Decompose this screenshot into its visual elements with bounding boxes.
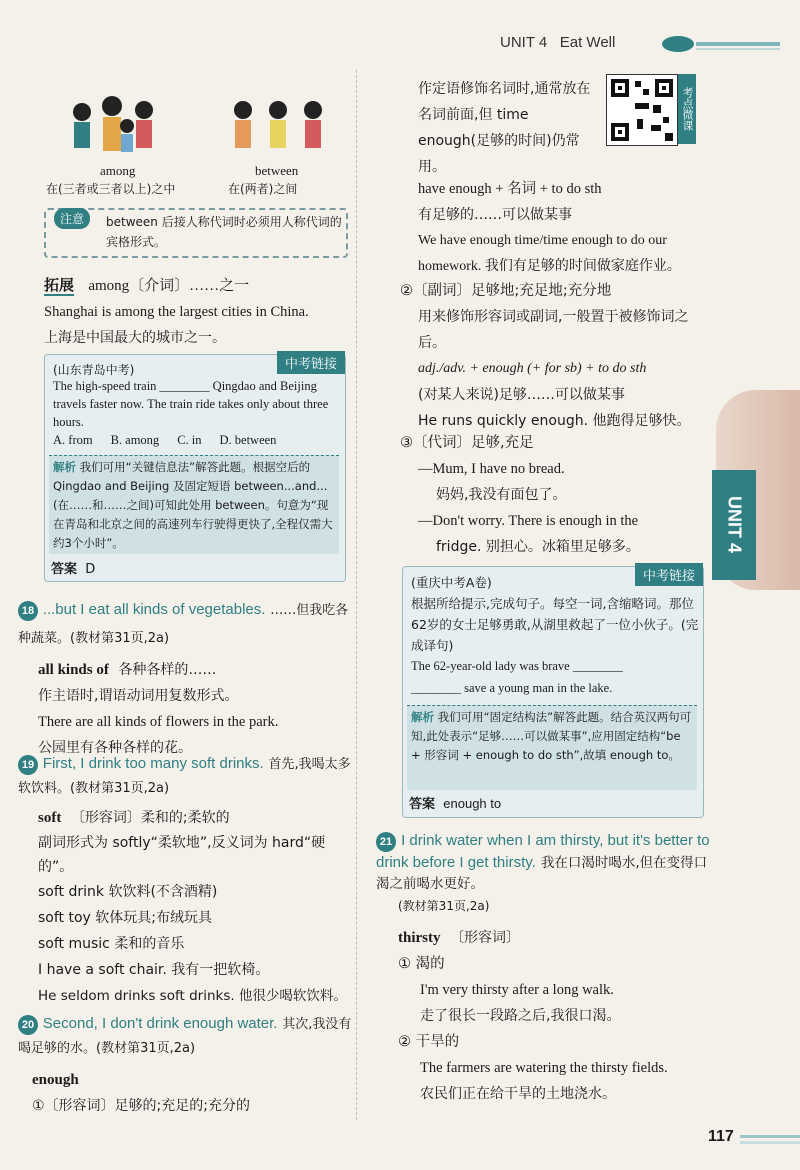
footer-stripes (740, 1132, 800, 1146)
structure-formula: have enough + 名词 + to do sth (418, 181, 602, 197)
exam-question-en-1: The 62-year-old lady was brave ________ (411, 659, 623, 673)
option-a: A. from (53, 433, 93, 447)
item-18 (18, 596, 352, 761)
sense-line: (对某人来说)足够……可以做某事 (418, 387, 625, 403)
example-en: There are all kinds of flowers in the park. (38, 714, 279, 730)
enough-structure (418, 176, 708, 280)
answer-value: enough to (443, 796, 502, 811)
sense-line: 用来修饰形容词或副词,一般置于被修饰词之后。 (418, 309, 689, 351)
sense-line: He runs quickly enough. 他跑得足够快。 (418, 413, 691, 429)
item-number: 19 (18, 755, 38, 775)
note-chip: 注意 (54, 208, 90, 229)
phrase: I have a soft chair. 我有一把软椅。 (38, 962, 270, 978)
answer-label: 答案 (409, 797, 436, 812)
among-caption-cn: 在(三者或三者以上)之中 (46, 182, 176, 196)
answer-row (51, 558, 95, 577)
sense-head: ③〔代词〕足够,充足 (400, 435, 534, 451)
item-number: 21 (376, 832, 396, 852)
sense-1: ①〔形容词〕足够的;充足的;充分的 (32, 1098, 250, 1114)
extension-example-cn: 上海是中国最大的城市之一。 (44, 330, 226, 346)
sense-2: ② 干旱的 (398, 1034, 460, 1050)
item-sentence-en: Second, I don't drink enough water. (42, 1015, 278, 1032)
analysis-label: 解析 (53, 460, 76, 474)
dialogue-line: fridge. 别担心。冰箱里足够多。 (436, 539, 640, 555)
exam-link-2 (402, 566, 704, 818)
answer-label: 答案 (51, 562, 78, 577)
exam-source: (山东青岛中考) (53, 363, 135, 377)
analysis-label: 解析 (411, 710, 434, 724)
sense-1-example-en: I'm very thirsty after a long walk. (420, 982, 614, 998)
term-meaning: 〔形容词〕 (450, 930, 521, 946)
item-sentence-cn: 首先,我喝太多软饮料。(教材第31页,2a) (18, 757, 351, 796)
item-21 (376, 830, 712, 1107)
extension-word: among〔介词〕……之一 (88, 278, 250, 294)
item-19 (18, 752, 352, 1009)
item-20 (18, 1012, 352, 1119)
term: enough (32, 1072, 79, 1088)
extension-label: 拓展 (44, 276, 75, 294)
sense-2-example-en: The farmers are watering the thirsty fields. (420, 1060, 668, 1076)
qr-code (606, 74, 678, 146)
exam-source: (重庆中考A卷) (411, 575, 492, 590)
among-caption-en: among (100, 163, 136, 178)
item-sentence-en: I drink water when I am thirsty, but it's better to drink before I get thirsty. (376, 832, 710, 871)
option-b: B. among (110, 433, 160, 447)
term: all kinds of (38, 662, 109, 678)
item-sentence-cn: ……但我吃各种蔬菜。(教材第31页,2a) (18, 603, 349, 646)
term-note: 副词形式为 softly“柔软地”,反义词为 hard“硬的”。 (38, 835, 326, 875)
term: soft (38, 810, 62, 826)
option-c: C. in (177, 433, 202, 447)
illustration-among (62, 82, 172, 162)
example-cn: 公园里有各种各样的花。 (38, 740, 192, 756)
analysis-block (49, 455, 339, 554)
side-unit-tab (712, 470, 756, 580)
analysis-block (407, 705, 697, 790)
term-note: 作主语时,谓语动词用复数形式。 (38, 688, 239, 704)
sense-head: ②〔副词〕足够地;充足地;充分地 (400, 283, 612, 299)
sense-line: adj./adv. + enough (+ for sb) + to do sth (418, 361, 647, 376)
structure-meaning: 有足够的……可以做某事 (418, 207, 572, 223)
sense-2-example-cn: 农民们正在给干旱的土地浇水。 (420, 1086, 616, 1102)
item-number: 18 (18, 601, 38, 621)
phrase: He seldom drinks soft drinks. 他很少喝软饮料。 (38, 988, 347, 1004)
structure-example: We have enough time/time enough to do our homework. 我们有足够的时间做家庭作业。 (418, 233, 681, 274)
page-header (500, 34, 615, 51)
enough-cont-1: 作定语修饰名词时,通常放在名词前面,但 time enough(足够的时间)仍常用。 (418, 81, 591, 175)
analysis-text: 我们可用“关键信息法”解答此题。根据空后的 Qingdao and Beijing 及固定短语 between...and...(在……和……之间)可知此处用 between。句意为“现在青岛和北京之间的高速列车行驶得更快了,全程仅需大约3个小时”。 (53, 460, 333, 550)
side-unit-label: UNIT 4 (724, 496, 745, 554)
dialogue-line: —Don't worry. There is enough in the (418, 513, 639, 529)
item-sentence-cn: 我在口渴时喝水,但在变得口渴之前喝水更好。 (376, 855, 708, 892)
exam-question-en-2: ________ save a young man in the lake. (411, 681, 613, 695)
exam-question: 根据所给提示,完成句子。每空一词,含缩略词。那位62岁的女士足够勇敢,从湖里救起了一位小伙子。(完成译句) (411, 596, 699, 653)
sense-1-example-cn: 走了很长一段路之后,我很口渴。 (420, 1008, 621, 1024)
answer-row (409, 793, 501, 812)
phrase: soft music 柔和的音乐 (38, 936, 185, 952)
between-caption-en: between (255, 163, 299, 178)
dialogue-line: —Mum, I have no bread. (418, 461, 565, 477)
note-box (44, 208, 348, 258)
header-ornament (640, 34, 780, 54)
phrase: soft drink 软饮料(不含酒精) (38, 884, 218, 900)
between-caption-cn: 在(两者)之间 (228, 182, 298, 196)
item-sentence-cn: 其次,我没有喝足够的水。(教材第31页,2a) (18, 1017, 352, 1056)
exam-link-tag: 中考链接 (635, 563, 703, 586)
sense-2 (400, 278, 710, 434)
item-sentence-en: First, I drink too many soft drinks. (42, 755, 264, 772)
exam-question: The high-speed train ________ Qingdao and Beijing travels faster now. The train ride takes only about three hours. (53, 379, 329, 429)
sense-3 (400, 430, 710, 560)
page-number: 117 (708, 1128, 734, 1145)
unit-label: UNIT 4 (500, 34, 548, 51)
item-sentence-en: ...but I eat all kinds of vegetables. (42, 601, 266, 618)
column-divider (356, 70, 357, 1120)
item-ref: (教材第31页,2a) (398, 899, 490, 913)
exam-link-tag: 中考链接 (277, 351, 345, 374)
extension-block (44, 272, 350, 351)
qr-label: 考点微课 (678, 74, 696, 144)
item-number: 20 (18, 1015, 38, 1035)
answer-value: D (85, 562, 96, 577)
exam-options (53, 433, 341, 448)
exam-link-1 (44, 354, 346, 582)
option-d: D. between (219, 433, 277, 447)
extension-example-en: Shanghai is among the largest cities in China. (44, 304, 309, 320)
term-meaning: 各种各样的…… (118, 662, 217, 678)
dialogue-line: 妈妈,我没有面包了。 (436, 487, 567, 503)
term-meaning: 〔形容词〕柔和的;柔软的 (70, 810, 230, 826)
note-text: between 后接人称代词时必须用人称代词的宾格形式。 (106, 215, 342, 249)
sense-1: ① 渴的 (398, 956, 445, 972)
unit-title: Eat Well (559, 34, 616, 51)
phrase: soft toy 软体玩具;布绒玩具 (38, 910, 212, 926)
illustration-between (228, 96, 338, 162)
analysis-text: 我们可用“固定结构法”解答此题。结合英汉两句可知,此处表示“足够……可以做某事”,应用固定结构“be + 形容词 + enough to do sth”,故填 enough to。 (411, 710, 692, 762)
term: thirsty (398, 930, 441, 946)
